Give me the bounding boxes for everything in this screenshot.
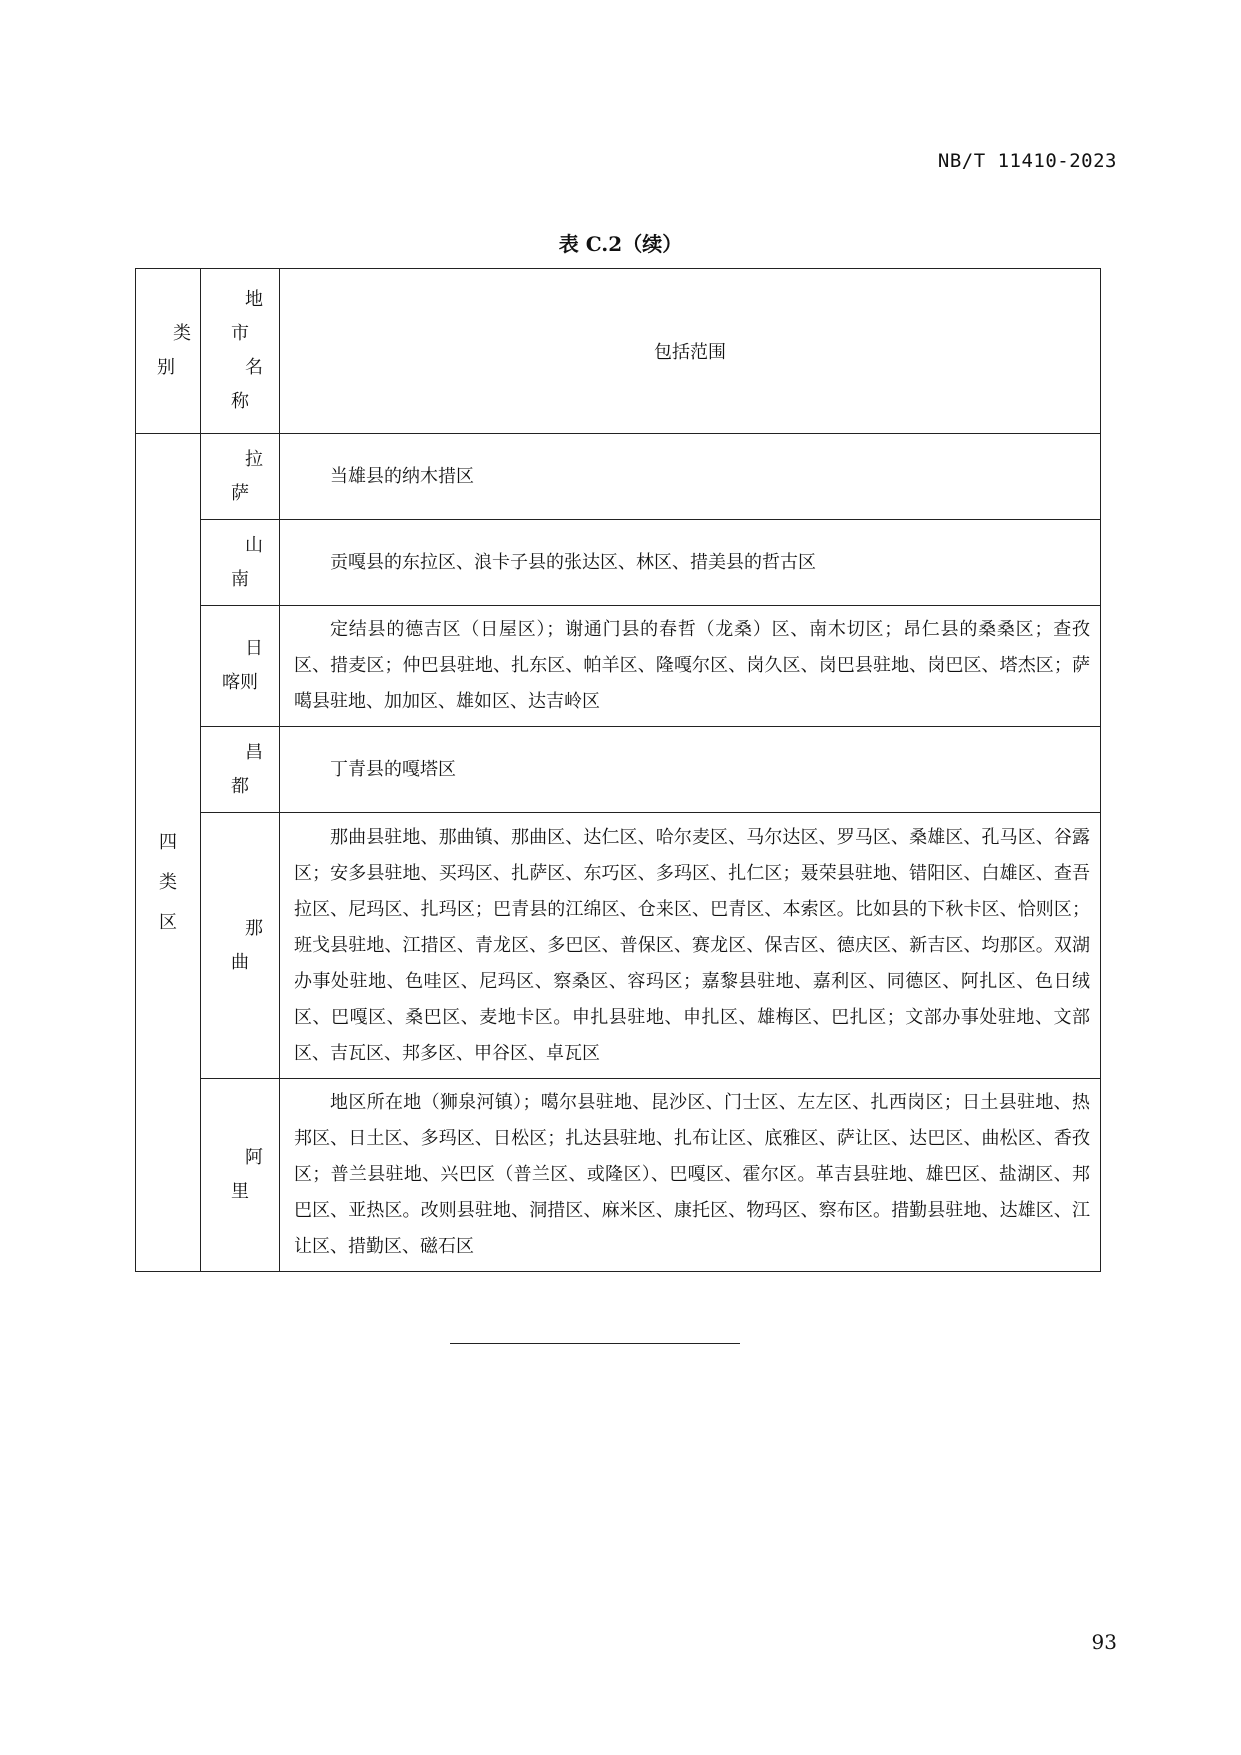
table-title: 表 C.2（续）: [558, 232, 683, 256]
city-char: 山: [245, 534, 263, 556]
category-cell: [136, 434, 201, 1272]
table-row: [136, 434, 1101, 520]
city-cell: [201, 813, 280, 1079]
page-number: 93: [1091, 1630, 1117, 1654]
standard-code: NB/T 11410-2023: [937, 150, 1117, 172]
scope-cell: 贡嘎县的东拉区、浪卡子县的张达区、林区、措美县的哲古区: [280, 520, 1101, 606]
city-char: 那: [245, 917, 263, 939]
header-category-char: 类: [173, 323, 191, 344]
city-char: 阿: [245, 1147, 263, 1168]
header-scope: 包括范围: [280, 269, 1101, 434]
table-row: [136, 727, 1101, 813]
header-city-char: 地: [245, 289, 263, 310]
table-row: [136, 606, 1101, 727]
city-char: 萨: [231, 482, 249, 504]
category-char: 四: [159, 831, 177, 853]
scope-cell: 地区所在地（狮泉河镇）；噶尔县驻地、昆沙区、门士区、左左区、扎西岗区；日土县驻地、热邦区、日土区、多玛区、日松区；扎达县驻地、扎布让区、底雅区、萨让区、达巴区、曲松区、香孜区；普兰县驻地、兴巴区（普兰区、或隆区）、巴嘎区、霍尔区。革吉县驻地、雄巴区、盐湖区、邦巴区、亚热区。改则县驻地、洞措区、麻米区、康托区、物玛区、察布区。措勤县驻地、达雄区、江让区、措勤区、磁石区: [280, 1079, 1101, 1272]
header-city-char: 市: [231, 323, 249, 344]
city-char: 日: [245, 638, 263, 659]
header-city-name: [201, 269, 280, 434]
city-char: 南: [231, 568, 249, 590]
scope-cell: 丁青县的嘎塔区: [280, 727, 1101, 813]
header-city-char: 称: [231, 391, 249, 412]
city-cell: [201, 606, 280, 727]
header-category: [136, 269, 201, 434]
city-cell: [201, 520, 280, 606]
city-char: 拉: [245, 448, 263, 470]
scope-cell: 定结县的德吉区（日屋区）；谢通门县的春哲（龙桑）区、南木切区；昂仁县的桑桑区；查孜区、措麦区；仲巴县驻地、扎东区、帕羊区、隆嘎尔区、岗久区、岗巴县驻地、岗巴区、塔杰区；萨噶县驻地、加加区、雄如区、达吉岭区: [280, 606, 1101, 727]
category-char: 区: [159, 911, 177, 933]
city-char: 喀则: [222, 672, 258, 693]
end-rule: [450, 1343, 740, 1344]
city-char: 都: [231, 775, 249, 797]
header-category-char: 别: [157, 357, 175, 378]
header-city-char: 名: [245, 357, 263, 378]
region-table: [135, 268, 1101, 1272]
scope-cell: 那曲县驻地、那曲镇、那曲区、达仁区、哈尔麦区、马尔达区、罗马区、桑雄区、孔马区、谷露区；安多县驻地、买玛区、扎萨区、东巧区、多玛区、扎仁区；聂荣县驻地、错阳区、白雄区、查吾拉区、尼玛区、扎玛区；巴青县的江绵区、仓来区、巴青区、本索区。比如县的下秋卡区、恰则区；班戈县驻地、江措区、青龙区、多巴区、普保区、赛龙区、保吉区、德庆区、新吉区、均那区。双湖办事处驻地、色哇区、尼玛区、察桑区、容玛区；嘉黎县驻地、嘉利区、同德区、阿扎区、色日绒区、巴嘎区、桑巴区、麦地卡区。申扎县驻地、申扎区、雄梅区、巴扎区；文部办事处驻地、文部区、吉瓦区、邦多区、甲谷区、卓瓦区: [280, 813, 1101, 1079]
table-row: [136, 520, 1101, 606]
city-cell: [201, 434, 280, 520]
table-row: [136, 1079, 1101, 1272]
table-row: [136, 813, 1101, 1079]
category-char: 类: [159, 871, 177, 893]
scope-cell: 当雄县的纳木措区: [280, 434, 1101, 520]
city-char: 昌: [245, 741, 263, 763]
city-char: 里: [231, 1181, 249, 1202]
city-char: 曲: [231, 951, 249, 973]
table-header-row: [136, 269, 1101, 434]
city-cell: [201, 727, 280, 813]
city-cell: [201, 1079, 280, 1272]
